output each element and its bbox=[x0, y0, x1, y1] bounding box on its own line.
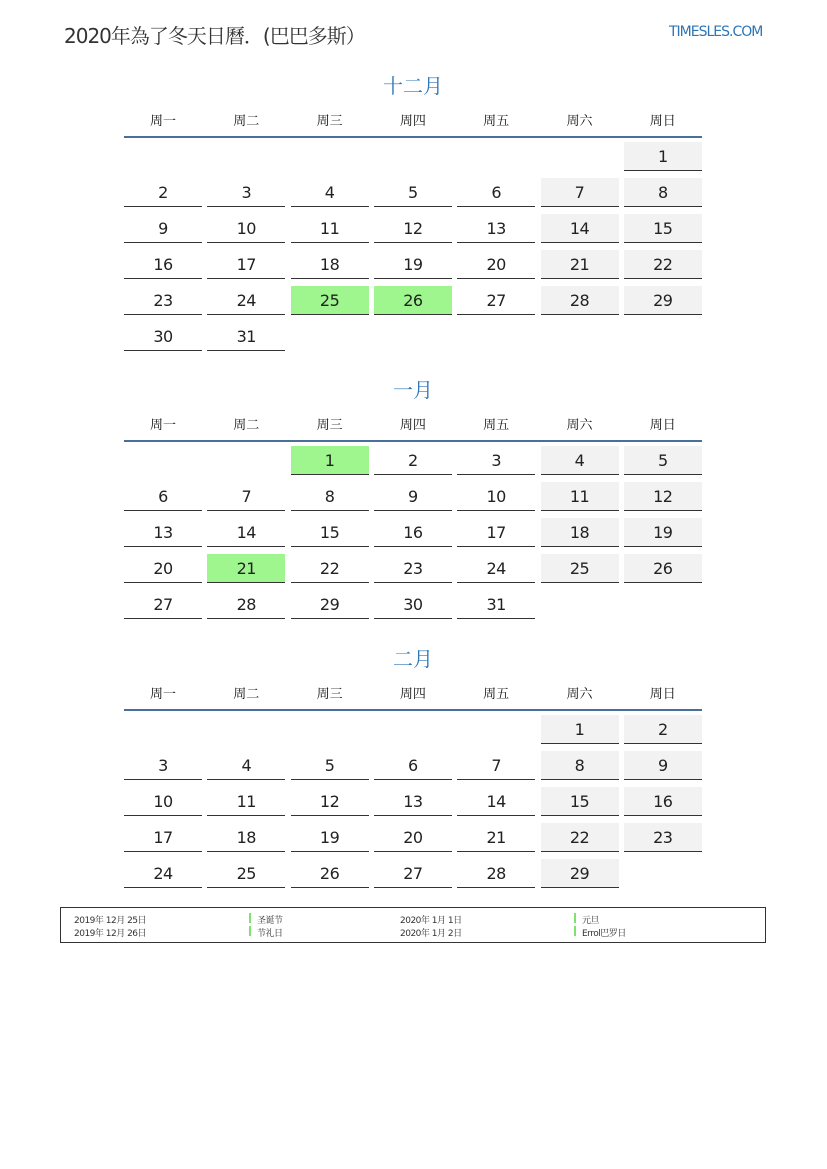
day-cell[interactable]: 6 bbox=[124, 482, 202, 511]
day-cell[interactable]: 16 bbox=[624, 787, 702, 816]
day-cell[interactable]: 27 bbox=[124, 590, 202, 619]
weekday-header: 周一 bbox=[149, 418, 176, 433]
day-cell[interactable]: 7 bbox=[207, 482, 285, 511]
day-cell[interactable]: 21 bbox=[207, 554, 285, 583]
day-cell[interactable]: 8 bbox=[624, 178, 702, 207]
weekday-header: 周二 bbox=[233, 687, 260, 702]
day-cell[interactable]: 14 bbox=[541, 214, 619, 243]
day-cell[interactable]: 5 bbox=[624, 446, 702, 475]
day-cell[interactable]: 28 bbox=[457, 859, 535, 888]
day-cell[interactable]: 11 bbox=[207, 787, 285, 816]
day-cell[interactable]: 3 bbox=[207, 178, 285, 207]
header-divider bbox=[124, 709, 702, 711]
weekday-header: 周五 bbox=[483, 114, 510, 129]
legend-date: 2019年 12月 25日 bbox=[74, 916, 147, 926]
day-cell[interactable]: 10 bbox=[124, 787, 202, 816]
day-cell[interactable]: 29 bbox=[291, 590, 369, 619]
day-cell[interactable]: 18 bbox=[291, 250, 369, 279]
legend-date: 2020年 1月 1日 bbox=[400, 916, 462, 926]
month-title: 一月 bbox=[393, 378, 433, 402]
day-cell[interactable]: 17 bbox=[207, 250, 285, 279]
day-cell[interactable]: 2 bbox=[624, 715, 702, 744]
day-cell[interactable]: 25 bbox=[541, 554, 619, 583]
holiday-legend bbox=[60, 907, 766, 943]
weekday-header: 周六 bbox=[566, 687, 593, 702]
day-cell[interactable]: 3 bbox=[124, 751, 202, 780]
legend-date: 2019年 12月 26日 bbox=[74, 929, 147, 939]
day-cell[interactable]: 28 bbox=[541, 286, 619, 315]
day-cell[interactable]: 4 bbox=[207, 751, 285, 780]
day-cell[interactable]: 29 bbox=[624, 286, 702, 315]
day-cell[interactable]: 20 bbox=[124, 554, 202, 583]
day-cell[interactable]: 15 bbox=[291, 518, 369, 547]
legend-holiday-name: 节礼日 bbox=[257, 929, 283, 939]
day-cell[interactable]: 5 bbox=[374, 178, 452, 207]
page-title: 2020年為了冬天日曆．(巴巴多斯） bbox=[64, 24, 365, 48]
day-cell[interactable]: 6 bbox=[374, 751, 452, 780]
legend-holiday-name: Errol巴罗日 bbox=[582, 929, 626, 939]
day-cell[interactable]: 23 bbox=[374, 554, 452, 583]
day-cell[interactable]: 19 bbox=[374, 250, 452, 279]
day-cell[interactable]: 9 bbox=[374, 482, 452, 511]
weekday-header: 周五 bbox=[483, 418, 510, 433]
day-cell[interactable]: 7 bbox=[457, 751, 535, 780]
day-cell[interactable]: 24 bbox=[457, 554, 535, 583]
day-cell[interactable]: 31 bbox=[457, 590, 535, 619]
day-cell[interactable]: 12 bbox=[374, 214, 452, 243]
month-title: 二月 bbox=[393, 647, 433, 671]
day-cell[interactable]: 23 bbox=[124, 286, 202, 315]
day-cell[interactable]: 31 bbox=[207, 322, 285, 351]
day-cell[interactable]: 11 bbox=[541, 482, 619, 511]
weekday-header: 周四 bbox=[399, 687, 426, 702]
day-cell[interactable]: 27 bbox=[457, 286, 535, 315]
day-cell[interactable]: 12 bbox=[624, 482, 702, 511]
day-cell[interactable]: 25 bbox=[291, 286, 369, 315]
day-cell[interactable]: 18 bbox=[207, 823, 285, 852]
day-cell[interactable]: 19 bbox=[291, 823, 369, 852]
weekday-header: 周三 bbox=[316, 687, 343, 702]
day-cell[interactable]: 15 bbox=[541, 787, 619, 816]
day-cell[interactable]: 4 bbox=[541, 446, 619, 475]
day-cell[interactable]: 12 bbox=[291, 787, 369, 816]
day-cell[interactable]: 30 bbox=[374, 590, 452, 619]
legend-holiday-name: 圣诞节 bbox=[257, 916, 283, 926]
day-cell[interactable]: 7 bbox=[541, 178, 619, 207]
day-cell[interactable]: 19 bbox=[624, 518, 702, 547]
day-cell[interactable]: 28 bbox=[207, 590, 285, 619]
month-title: 十二月 bbox=[383, 74, 443, 98]
legend-date: 2020年 1月 2日 bbox=[400, 929, 462, 939]
day-cell[interactable]: 1 bbox=[291, 446, 369, 475]
day-cell[interactable]: 4 bbox=[291, 178, 369, 207]
weekday-header: 周一 bbox=[149, 687, 176, 702]
day-cell[interactable]: 26 bbox=[374, 286, 452, 315]
day-cell[interactable]: 16 bbox=[124, 250, 202, 279]
day-cell[interactable]: 24 bbox=[124, 859, 202, 888]
weekday-header: 周四 bbox=[399, 114, 426, 129]
day-cell[interactable]: 5 bbox=[291, 751, 369, 780]
weekday-header: 周六 bbox=[566, 418, 593, 433]
day-cell[interactable]: 3 bbox=[457, 446, 535, 475]
day-cell[interactable]: 14 bbox=[457, 787, 535, 816]
day-cell[interactable]: 8 bbox=[291, 482, 369, 511]
site-link[interactable]: TIMESLES.COM bbox=[669, 24, 763, 40]
day-cell[interactable]: 1 bbox=[624, 142, 702, 171]
weekday-header: 周四 bbox=[399, 418, 426, 433]
weekday-header: 周日 bbox=[649, 114, 676, 129]
day-cell[interactable]: 13 bbox=[457, 214, 535, 243]
day-cell[interactable]: 8 bbox=[541, 751, 619, 780]
day-cell[interactable]: 14 bbox=[207, 518, 285, 547]
header-divider bbox=[124, 136, 702, 138]
legend-holiday-name: 元旦 bbox=[582, 916, 600, 926]
day-cell[interactable]: 1 bbox=[541, 715, 619, 744]
day-cell[interactable]: 26 bbox=[291, 859, 369, 888]
day-cell[interactable]: 2 bbox=[124, 178, 202, 207]
day-cell[interactable]: 29 bbox=[541, 859, 619, 888]
weekday-header: 周二 bbox=[233, 114, 260, 129]
day-cell[interactable]: 26 bbox=[624, 554, 702, 583]
day-cell[interactable]: 2 bbox=[374, 446, 452, 475]
weekday-header: 周五 bbox=[483, 687, 510, 702]
weekday-header: 周一 bbox=[149, 114, 176, 129]
day-cell[interactable]: 22 bbox=[624, 250, 702, 279]
day-cell[interactable]: 27 bbox=[374, 859, 452, 888]
legend-color-marker bbox=[574, 926, 576, 936]
day-cell[interactable]: 17 bbox=[124, 823, 202, 852]
day-cell[interactable]: 25 bbox=[207, 859, 285, 888]
header-divider bbox=[124, 440, 702, 442]
day-cell[interactable]: 9 bbox=[624, 751, 702, 780]
day-cell[interactable]: 10 bbox=[207, 214, 285, 243]
day-cell[interactable]: 9 bbox=[124, 214, 202, 243]
day-cell[interactable]: 20 bbox=[374, 823, 452, 852]
day-cell[interactable]: 21 bbox=[541, 250, 619, 279]
day-cell[interactable]: 17 bbox=[457, 518, 535, 547]
day-cell[interactable]: 30 bbox=[124, 322, 202, 351]
weekday-header: 周二 bbox=[233, 418, 260, 433]
day-cell[interactable]: 24 bbox=[207, 286, 285, 315]
day-cell[interactable]: 6 bbox=[457, 178, 535, 207]
weekday-header: 周三 bbox=[316, 114, 343, 129]
day-cell[interactable]: 23 bbox=[624, 823, 702, 852]
weekday-header: 周日 bbox=[649, 687, 676, 702]
day-cell[interactable]: 11 bbox=[291, 214, 369, 243]
day-cell[interactable]: 13 bbox=[374, 787, 452, 816]
day-cell[interactable]: 15 bbox=[624, 214, 702, 243]
weekday-header: 周六 bbox=[566, 114, 593, 129]
day-cell[interactable]: 20 bbox=[457, 250, 535, 279]
day-cell[interactable]: 21 bbox=[457, 823, 535, 852]
day-cell[interactable]: 18 bbox=[541, 518, 619, 547]
day-cell[interactable]: 16 bbox=[374, 518, 452, 547]
weekday-header: 周日 bbox=[649, 418, 676, 433]
weekday-header: 周三 bbox=[316, 418, 343, 433]
day-cell[interactable]: 13 bbox=[124, 518, 202, 547]
day-cell[interactable]: 22 bbox=[541, 823, 619, 852]
legend-color-marker bbox=[249, 913, 251, 923]
day-cell[interactable]: 10 bbox=[457, 482, 535, 511]
legend-color-marker bbox=[249, 926, 251, 936]
day-cell[interactable]: 22 bbox=[291, 554, 369, 583]
legend-color-marker bbox=[574, 913, 576, 923]
